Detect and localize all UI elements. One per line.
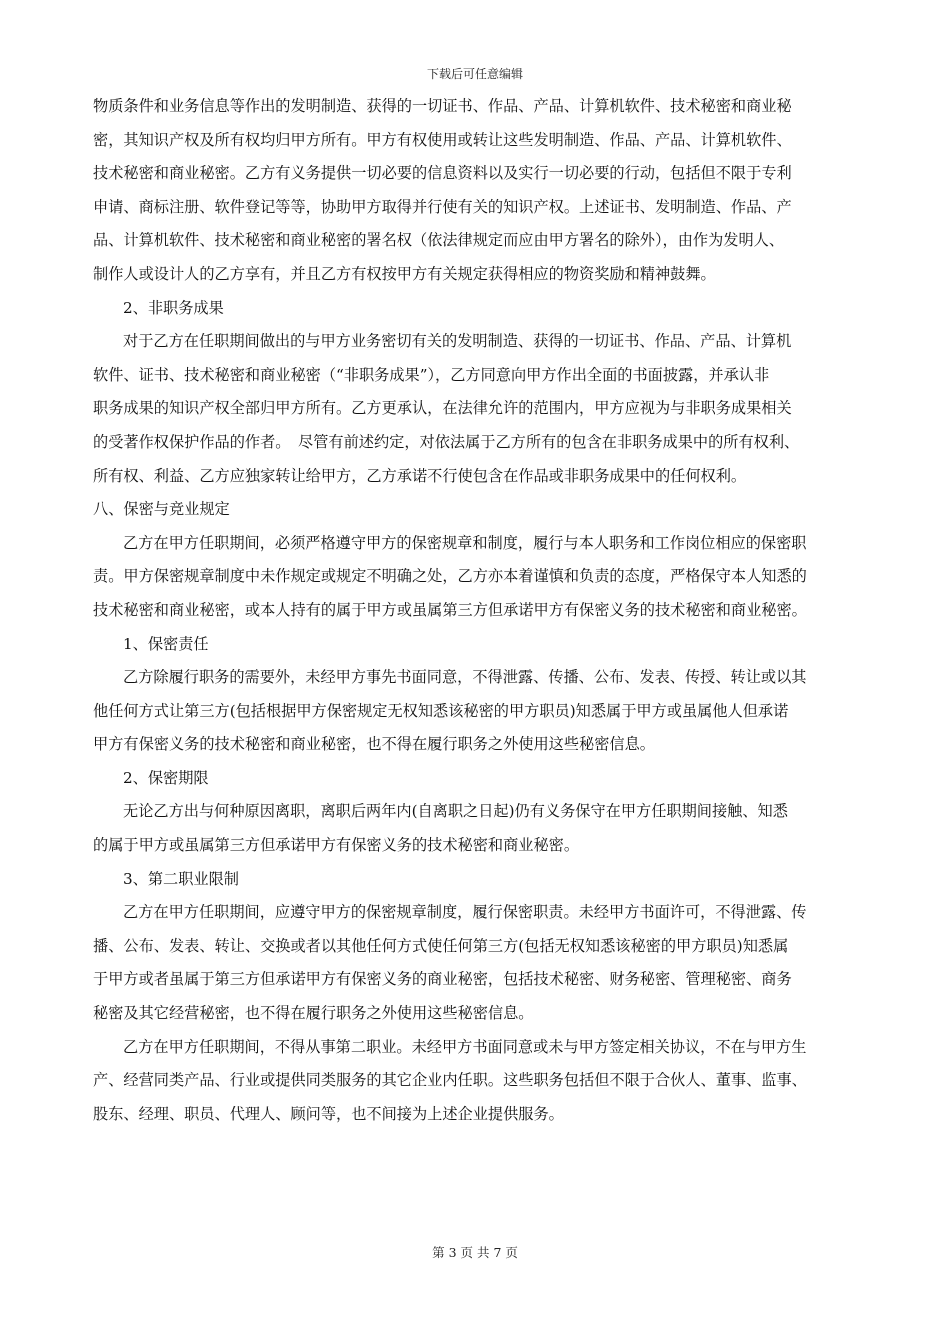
text-line: 的属于甲方或虽属第三方但承诺甲方有保密义务的技术秘密和商业秘密。 [93, 836, 579, 855]
page-header: 下载后可任意编辑 [426, 67, 523, 81]
text-line: 所有权、利益、乙方应独家转让给甲方，乙方承诺不行使包含在作品或非职务成果中的任何权利。 [93, 466, 747, 485]
text-line: 乙方在甲方任职期间，必须严格遵守甲方的保密规章和制度，履行与本人职务和工作岗位相应的保密职 [123, 533, 807, 552]
text-line: 的受著作权保护作品的作者。 尽管有前述约定，对依法属于乙方所有的包含在非职务成果中的所有权利、 [93, 432, 800, 451]
text-line: 技术秘密和商业秘密，或本人持有的属于甲方或虽属第三方但承诺甲方有保密义务的技术秘密和商业秘密。 [93, 600, 807, 619]
text-line: 播、公布、发表、转让、交换或者以其他任何方式使任何第三方(包括无权知悉该秘密的甲方职员)知悉属 [93, 936, 789, 955]
text-line: 技术秘密和商业秘密。乙方有义务提供一切必要的信息资料以及实行一切必要的行动，包括但不限于专利 [93, 164, 792, 183]
text-line: 乙方在甲方任职期间，不得从事第二职业。未经甲方书面同意或未与甲方签定相关协议，不在与甲方生 [123, 1037, 807, 1056]
text-line: 品、计算机软件、技术秘密和商业秘密的署名权（依法律规定而应由甲方署名的除外），由作为发明人、 [93, 231, 785, 250]
text-line: 乙方在甲方任职期间，应遵守甲方的保密规章制度，履行保密职责。未经甲方书面许可，不得泄露、传 [123, 903, 807, 922]
text-line: 密，其知识产权及所有权均归甲方所有。甲方有权使用或转让这些发明制造、作品、产品、计算机软件、 [93, 130, 792, 149]
text-line: 责。甲方保密规章制度中未作规定或规定不明确之处，乙方亦本着谨慎和负责的态度，严格保守本人知悉的 [93, 567, 807, 586]
text-line: 对于乙方在任职期间做出的与甲方业务密切有关的发明制造、获得的一切证书、作品、产品、计算机 [123, 332, 792, 351]
text-line: 2、非职务成果 [123, 298, 224, 317]
text-line: 乙方除履行职务的需要外，未经甲方事先书面同意，不得泄露、传播、公布、发表、传授、转让或以其 [123, 668, 807, 687]
text-line: 职务成果的知识产权全部归甲方所有。乙方更承认，在法律允许的范围内，甲方应视为与非职务成果相关 [93, 399, 792, 418]
document-body [93, 90, 859, 1131]
text-line: 无论乙方出与何种原因离职，离职后两年内(自离职之日起)仍有义务保守在甲方任职期间接触、知悉 [123, 802, 788, 821]
page-footer: 第 3 页 共 7 页 [432, 1245, 518, 1260]
text-line: 于甲方或者虽属于第三方但承诺甲方有保密义务的商业秘密，包括技术秘密、财务秘密、管理秘密、商务 [93, 970, 792, 989]
text-line: 八、保密与竞业规定 [93, 500, 230, 519]
text-line: 股东、经理、职员、代理人、顾问等，也不间接为上述企业提供服务。 [93, 1104, 564, 1123]
text-line: 秘密及其它经营秘密，也不得在履行职务之外使用这些秘密信息。 [93, 1004, 534, 1023]
text-line: 甲方有保密义务的技术秘密和商业秘密，也不得在履行职务之外使用这些秘密信息。 [93, 735, 655, 754]
text-line: 2、保密期限 [123, 768, 209, 787]
text-line: 3、第二职业限制 [123, 869, 239, 888]
text-line: 物质条件和业务信息等作出的发明制造、获得的一切证书、作品、产品、计算机软件、技术秘密和商业秘 [93, 97, 792, 115]
text-line: 产、经营同类产品、行业或提供同类服务的其它企业内任职。这些职务包括但不限于合伙人、董事、监事、 [93, 1071, 807, 1090]
text-line: 申请、商标注册、软件登记等等，协助甲方取得并行使有关的知识产权。上述证书、发明制造、作品、产 [93, 197, 792, 216]
text-line: 软件、证书、技术秘密和商业秘密（“非职务成果”），乙方同意向甲方作出全面的书面披露，并承认非 [93, 365, 770, 384]
text-line: 制作人或设计人的乙方享有，并且乙方有权按甲方有关规定获得相应的物资奖励和精神鼓舞。 [93, 264, 716, 283]
text-line: 他任何方式让第三方(包括根据甲方保密规定无权知悉该秘密的甲方职员)知悉属于甲方或虽属他人但承诺 [93, 701, 789, 720]
text-line: 1、保密责任 [123, 634, 209, 653]
